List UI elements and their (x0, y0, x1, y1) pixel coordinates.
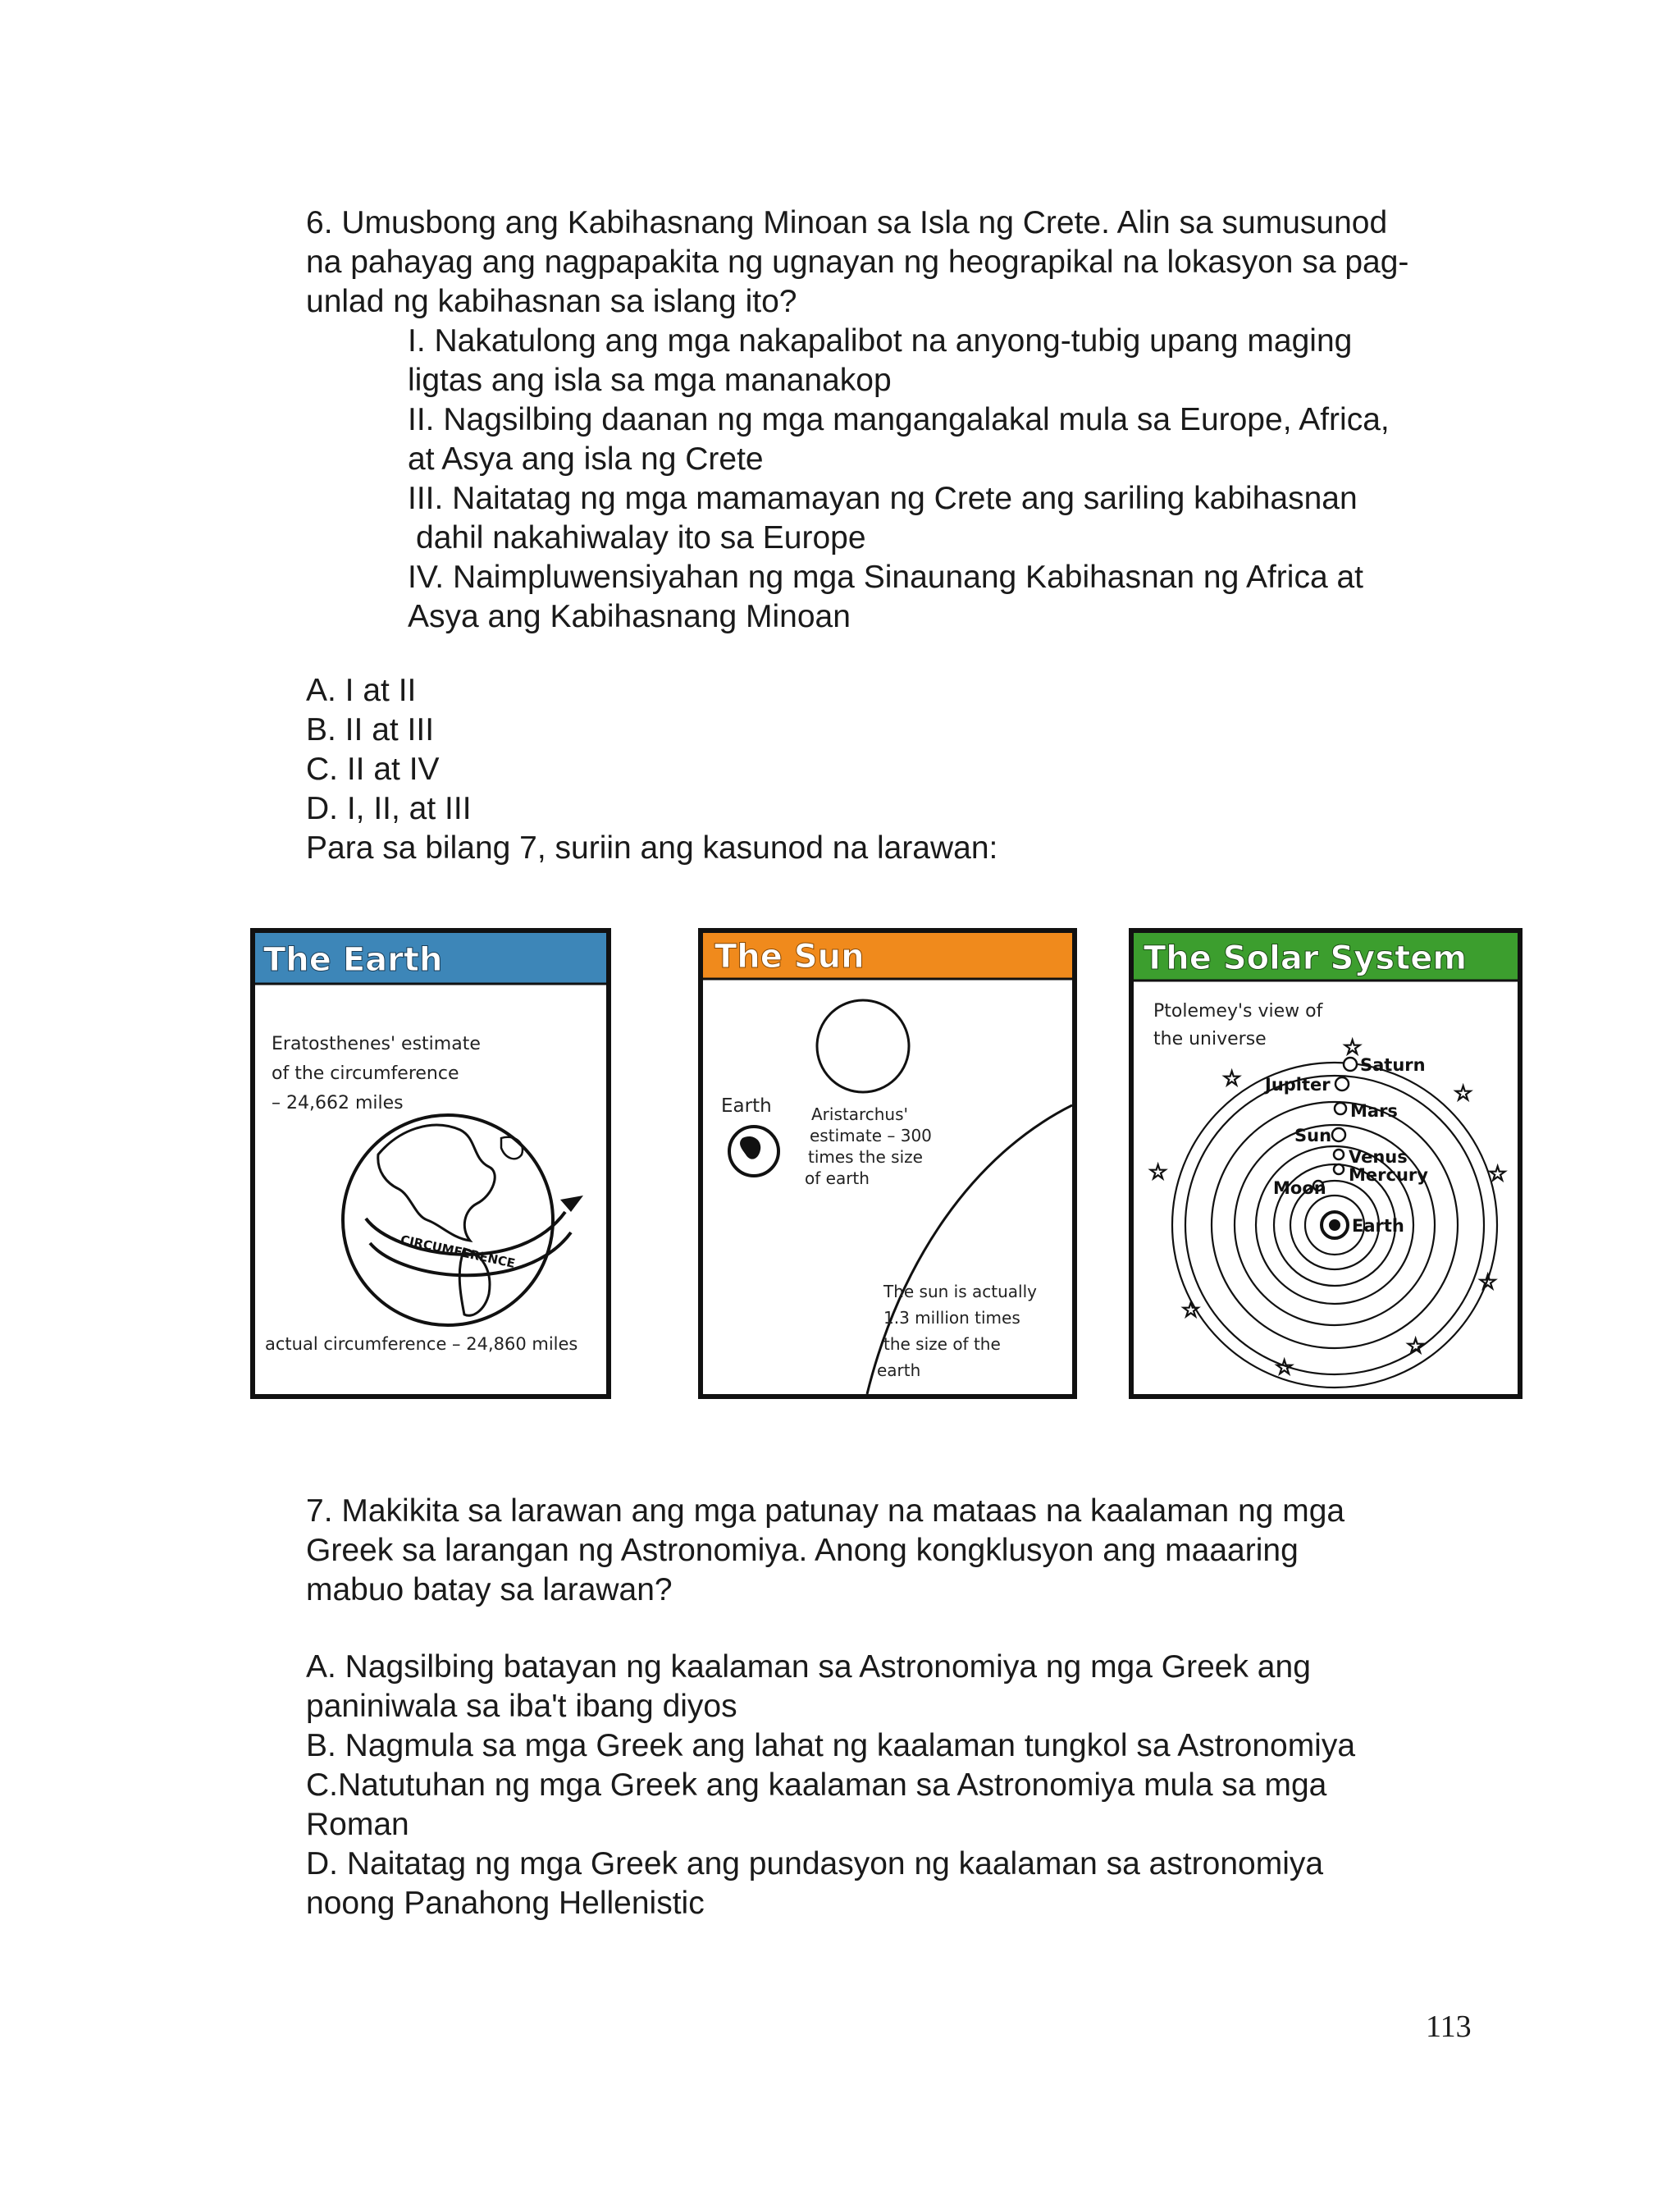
mercury-label: Mercury (1349, 1165, 1428, 1185)
sun-title: The Sun (714, 938, 865, 976)
moon-label: Moon (1273, 1178, 1326, 1198)
svg-text:☆: ☆ (1406, 1334, 1426, 1359)
solar-system-panel (1129, 928, 1522, 1399)
earth-estimate-line: Eratosthenes' estimate (272, 1034, 481, 1054)
statement-4: IV. Naimpluwensiyahan ng mga Sinaunang Kabihasnan ng Africa at (408, 560, 1364, 595)
svg-text:☆: ☆ (1478, 1270, 1498, 1295)
statement-1-cont: ligtas ang isla sa mga mananakop (408, 363, 892, 398)
choice-b: B. II at III (306, 712, 435, 748)
statement-2-cont: at Asya ang isla ng Crete (408, 441, 764, 477)
choice-a-cont: paniniwala sa iba't ibang diyos (306, 1689, 737, 1724)
choice-d-cont: noong Panahong Hellenistic (306, 1886, 705, 1921)
statement-1: I. Nakatulong ang mga nakapalibot na anyong-tubig upang maging (408, 323, 1353, 359)
question-6-choices (306, 671, 998, 868)
choice-c: C. II at IV (306, 752, 440, 787)
svg-text:☆: ☆ (1454, 1081, 1473, 1106)
sun-estimate-line: estimate – 300 (810, 1126, 932, 1145)
question-6-line: na pahayag ang nagpapakita ng ugnayan ng heograpikal na lokasyon sa pag- (306, 245, 1409, 280)
globe-illustration (343, 1115, 583, 1325)
earth-estimate-line: – 24,662 miles (272, 1093, 404, 1113)
sun-actual-line: The sun is actually (883, 1282, 1037, 1301)
svg-text:☆: ☆ (1343, 1036, 1363, 1060)
statement-2: II. Nagsilbing daanan ng mga mangangalakal mula sa Europe, Africa, (408, 402, 1390, 437)
svg-text:☆: ☆ (1148, 1160, 1168, 1185)
question-7-lead-in: Para sa bilang 7, suriin ang kasunod na larawan: (306, 830, 998, 866)
choice-d: D. Naitatag ng mga Greek ang pundasyon ng kaalaman sa astronomiya (306, 1846, 1324, 1881)
estimated-sun-circle (817, 1000, 909, 1092)
jupiter-label: Jupiter (1265, 1075, 1331, 1095)
svg-text:☆: ☆ (1181, 1298, 1201, 1323)
sun-panel (698, 928, 1077, 1399)
mars-label: Mars (1350, 1101, 1398, 1121)
saturn-label: Saturn (1360, 1055, 1426, 1075)
statement-4-cont: Asya ang Kabihasnang Minoan (408, 599, 851, 634)
choice-d: D. I, II, at III (306, 791, 472, 826)
earth-label: Earth (1352, 1216, 1404, 1236)
question-7-choices (306, 1648, 1355, 1923)
sun-estimate-line: Aristarchus' (811, 1104, 909, 1124)
solar-subtitle-line: Ptolemey's view of (1153, 1001, 1323, 1022)
question-7-line: mabuo batay sa larawan? (306, 1572, 673, 1607)
question-6-line: 6. Umusbong ang Kabihasnang Minoan sa Isla ng Crete. Alin sa sumusunod (306, 205, 1388, 240)
statement-3-cont: dahil nakahiwalay ito sa Europe (416, 520, 866, 556)
sun-actual-line: earth (877, 1360, 921, 1380)
small-earth-icon (729, 1127, 778, 1176)
earth-label: Earth (721, 1095, 772, 1117)
sun-actual-line: the size of the (883, 1334, 1001, 1354)
choice-a: A. Nagsilbing batayan ng kaalaman sa Astronomiya ng mga Greek ang (306, 1649, 1311, 1685)
svg-text:☆: ☆ (1222, 1067, 1242, 1091)
statement-3: III. Naitatag ng mga mamamayan ng Crete ang sariling kabihasnan (408, 481, 1358, 516)
earth-center-icon (1322, 1212, 1348, 1238)
question-7-line: Greek sa larangan ng Astronomiya. Anong kongklusyon ang maaaring (306, 1533, 1299, 1568)
svg-text:☆: ☆ (1275, 1356, 1294, 1380)
page-number: 113 (1426, 2009, 1472, 2044)
choice-c-cont: Roman (306, 1807, 409, 1842)
question-7-line: 7. Makikita sa larawan ang mga patunay na mataas na kaalaman ng mga (306, 1493, 1345, 1529)
earth-panel (250, 928, 611, 1399)
svg-text:☆: ☆ (1488, 1162, 1508, 1186)
choice-a: A. I at II (306, 673, 417, 708)
circumference-label: CIRCUMFERENCE (399, 1232, 517, 1271)
sun-label: Sun (1294, 1126, 1332, 1145)
question-7-stem (306, 1492, 1344, 1610)
sun-estimate-line: of earth (805, 1168, 870, 1188)
sun-actual-line: 1.3 million times (883, 1308, 1020, 1328)
earth-estimate-line: of the circumference (272, 1063, 459, 1084)
question-6-line: unlad ng kabihasnan sa islang ito? (306, 284, 797, 319)
solar-title: The Solar System (1144, 940, 1468, 977)
venus-label: Venus (1349, 1147, 1408, 1167)
earth-actual: actual circumference – 24,860 miles (265, 1334, 578, 1354)
earth-title: The Earth (263, 941, 443, 979)
choice-c: C.Natutuhan ng mga Greek ang kaalaman sa Astronomiya mula sa mga (306, 1767, 1327, 1803)
question-6-stem (306, 203, 1408, 637)
solar-subtitle-line: the universe (1153, 1029, 1267, 1049)
choice-b: B. Nagmula sa mga Greek ang lahat ng kaalaman tungkol sa Astronomiya (306, 1728, 1356, 1763)
sun-estimate-line: times the size (808, 1147, 923, 1167)
